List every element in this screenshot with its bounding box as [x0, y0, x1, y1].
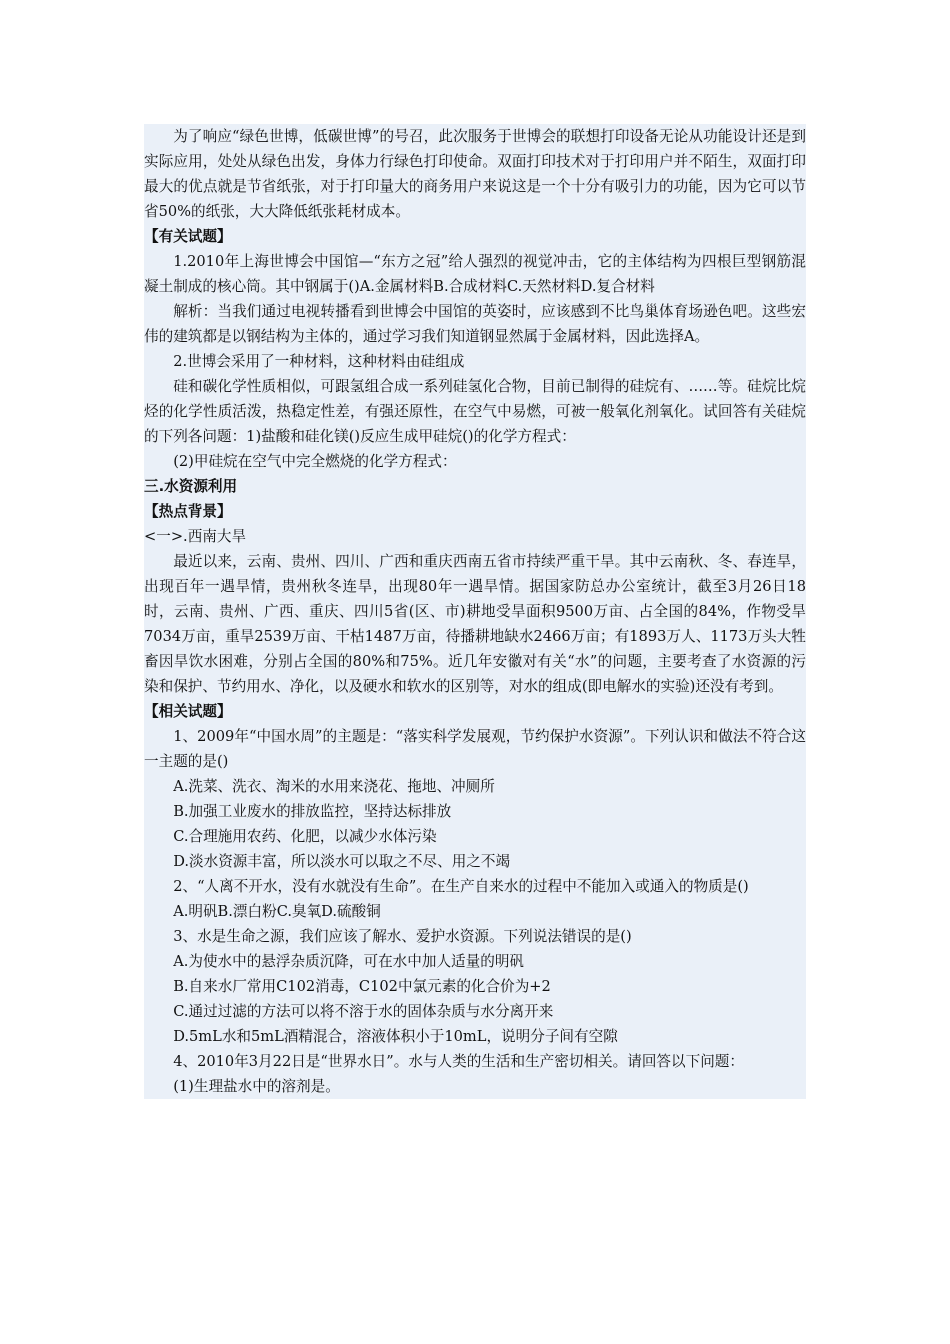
hot-background-heading: 【热点背景】: [144, 503, 232, 520]
q1-option-c: C.合理施用农药、化肥，以减少水体污染: [173, 828, 437, 845]
q3-option-a: A.为使水中的悬浮杂质沉降，可在水中加人适量的明矾: [173, 953, 525, 970]
q3-option-c: C.通过过滤的方法可以将不溶于水的固体杂质与水分离开来: [173, 1003, 554, 1020]
section-related-questions-heading: 【有关试题】: [144, 228, 232, 245]
section-3-title: 三.水资源利用: [144, 478, 238, 495]
q3-option-b: B.自来水厂常用C102消毒，C102中氯元素的化合价为+2: [173, 978, 551, 995]
related-questions-heading: 【相关试题】: [144, 703, 232, 720]
answer-1-analysis: 解析：当我们通过电视转播看到世博会中国馆的英姿时，应该感到不比鸟巢体育场逊色吧。这些宏伟的建筑都是以钢结构为主体的，通过学习我们知道钢显然属于金属材料，因此选择A。: [144, 303, 806, 345]
water-question-1: 1、2009年“中国水周”的主题是：“落实科学发展观，节约保护水资源”。下列认识和做法不符合这一主题的是(): [144, 728, 806, 770]
water-question-2: 2、“人离不开水，没有水就没有生命”。在生产自来水的过程中不能加入或通入的物质是(): [173, 878, 749, 895]
water-question-4: 4、2010年3月22日是“世界水日”。水与人类的生活和生产密切相关。请回答以下问题：: [173, 1053, 744, 1070]
q4-part-1: (1)生理盐水中的溶剂是。: [173, 1078, 340, 1095]
question-2: 2.世博会采用了一种材料，这种材料由硅组成: [173, 353, 465, 370]
question-1: 1.2010年上海世博会中国馆—“东方之冠”给人强烈的视觉冲击，它的主体结构为四根巨型钢筋混凝土制成的核心筒。其中钢属于()A.金属材料B.合成材料C.天然材料D.复合材料: [144, 253, 806, 295]
question-2-part-2: (2)甲硅烷在空气中完全燃烧的化学方程式：: [173, 453, 457, 470]
q3-option-d: D.5mL水和5mL酒精混合，溶液体积小于10mL，说明分子间有空隙: [173, 1028, 618, 1045]
q1-option-b: B.加强工业废水的排放监控，坚持达标排放: [173, 803, 452, 820]
subsection-heading: <一>.西南大旱: [144, 528, 247, 545]
q1-option-d: D.淡水资源丰富，所以淡水可以取之不尽、用之不竭: [173, 853, 511, 870]
document-body: [144, 124, 806, 1099]
q2-options: A.明矾B.漂白粉C.臭氧D.硫酸铜: [173, 903, 381, 920]
question-2-body: 硅和碳化学性质相似，可跟氢组合成一系列硅氢化合物，目前已制得的硅烷有、……等。硅烷比烷烃的化学性质活泼，热稳定性差，有强还原性，在空气中易燃，可被一般氧化剂氧化。试回答有关硅烷的下列各问题：1)盐酸和硅化镁()反应生成甲硅烷()的化学方程式：: [144, 378, 806, 445]
intro-paragraph: 为了响应“绿色世博，低碳世博”的号召，此次服务于世博会的联想打印设备无论从功能设计还是到实际应用，处处从绿色出发，身体力行绿色打印使命。双面打印技术对于打印用户并不陌生，双面打印最大的优点就是节省纸张，对于打印量大的商务用户来说这是一个十分有吸引力的功能，因为它可以节省50%的纸张，大大降低纸张耗材成本。: [144, 128, 806, 220]
q1-option-a: A.洗菜、洗衣、淘米的水用来浇花、拖地、冲厕所: [173, 778, 495, 795]
background-paragraph: 最近以来，云南、贵州、四川、广西和重庆西南五省市持续严重干旱。其中云南秋、冬、春连旱，出现百年一遇旱情，贵州秋冬连旱，出现80年一遇旱情。据国家防总办公室统计，截至3月26日18时，云南、贵州、广西、重庆、四川5省(区、市)耕地受旱面积9500万亩、占全国的84%，作物受旱7034万亩，重旱2539万亩、干枯1487万亩，待播耕地缺水2466万亩；有1893万人、1173万头大牲畜因旱饮水困难，分别占全国的80%和75%。近几年安徽对有关“水”的问题，主要考查了水资源的污染和保护、节约用水、净化，以及硬水和软水的区别等，对水的组成(即电解水的实验)还没有考到。: [144, 553, 806, 695]
water-question-3: 3、水是生命之源，我们应该了解水、爱护水资源。下列说法错误的是(): [173, 928, 632, 945]
